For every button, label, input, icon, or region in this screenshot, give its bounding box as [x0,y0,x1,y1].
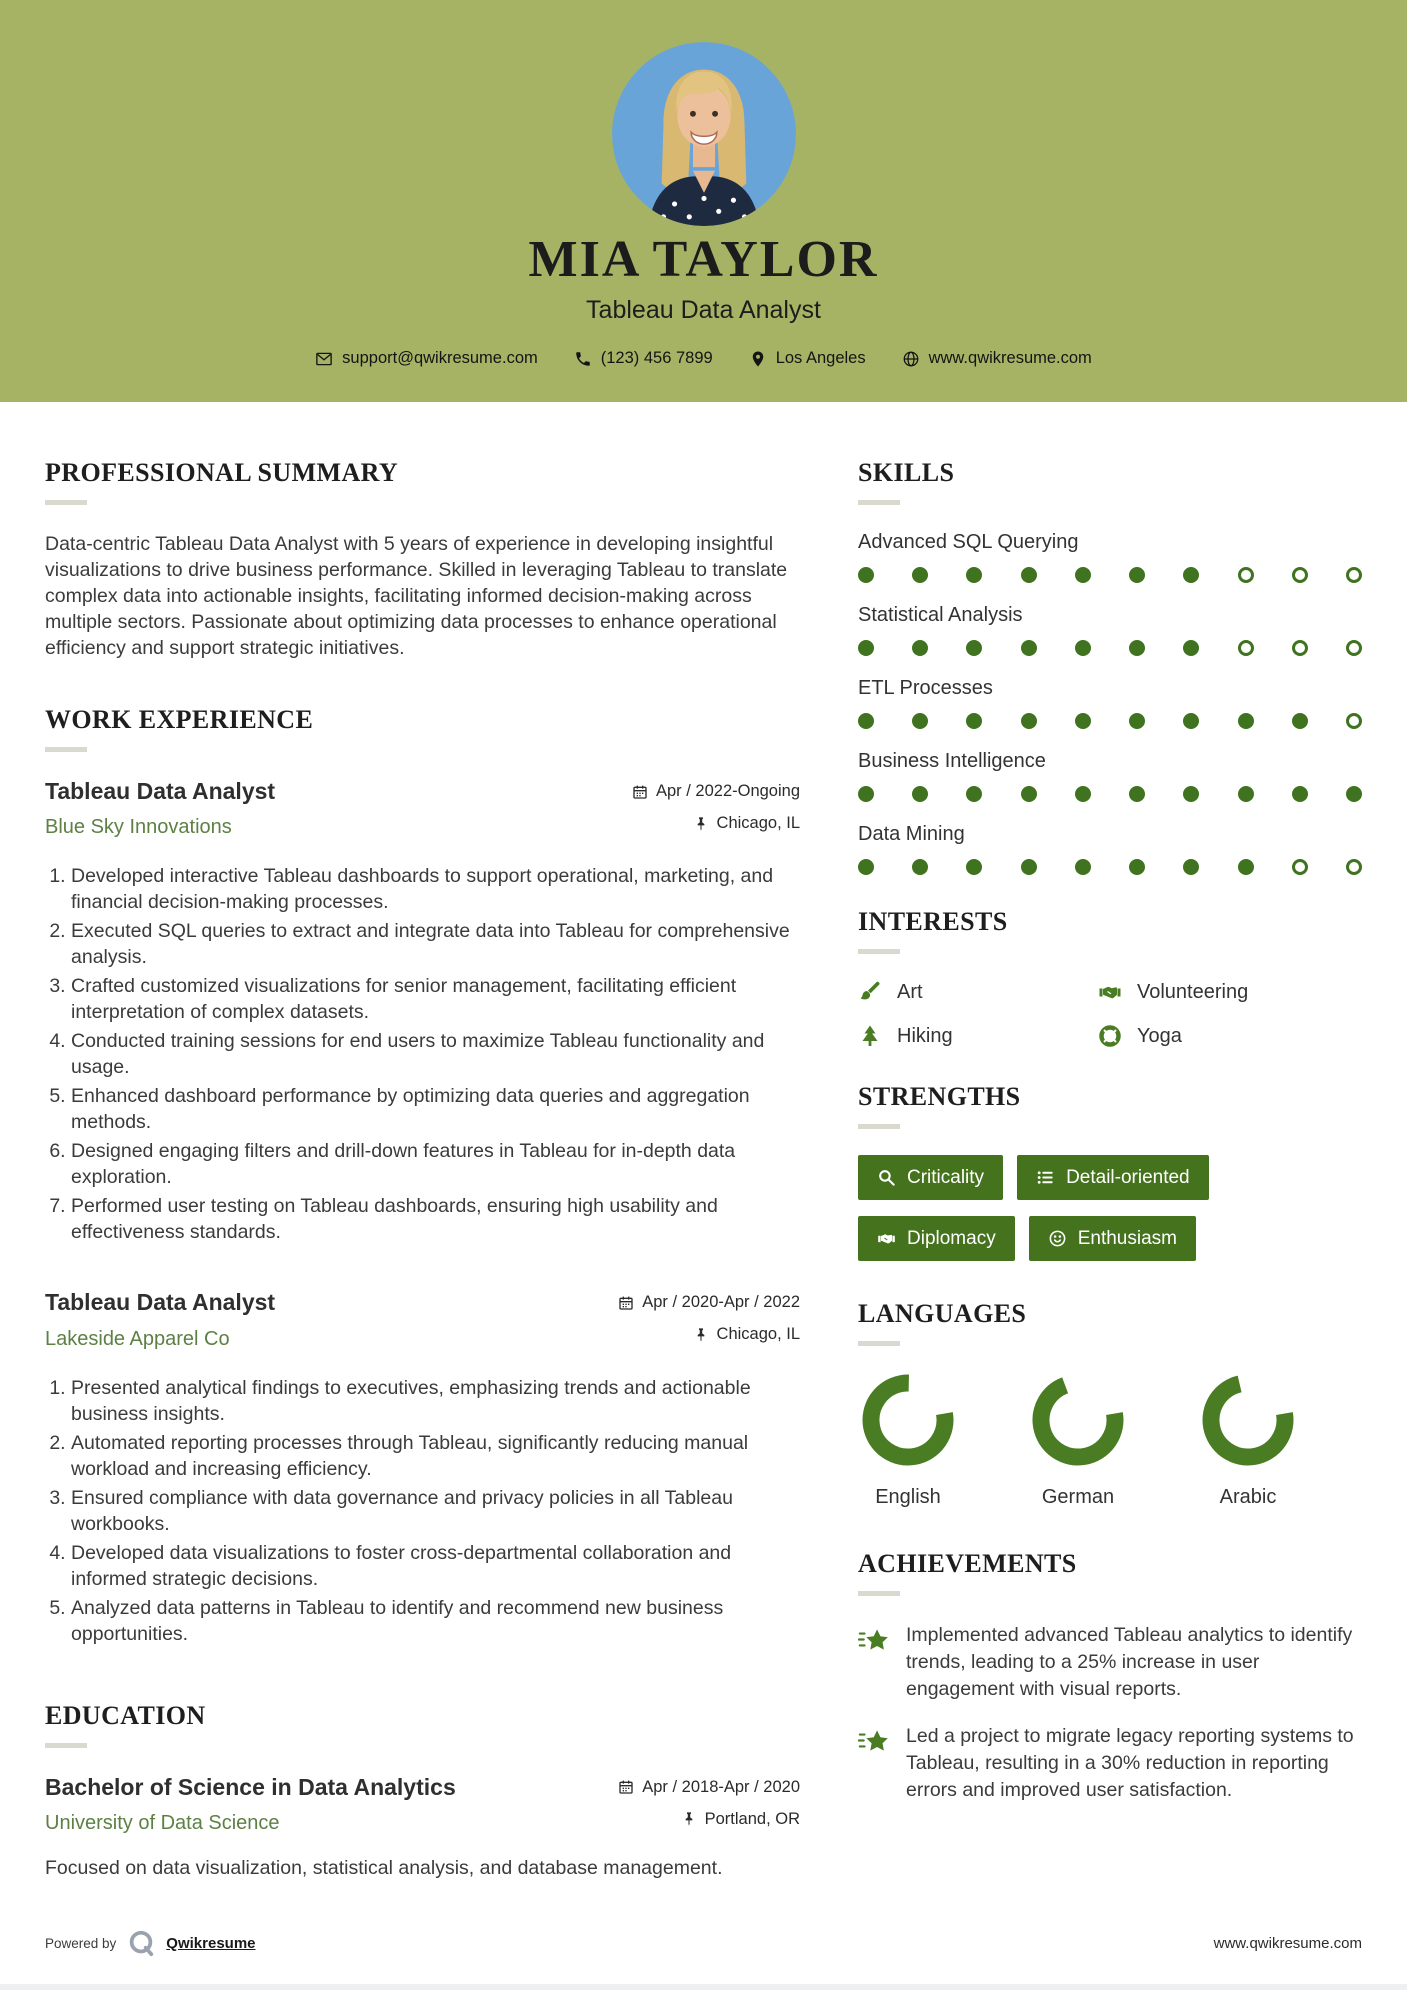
skill-dot [1238,859,1254,875]
skill-name: Data Mining [858,823,965,845]
skill-row [858,604,1362,656]
heading-underline [858,949,900,954]
powered-by-label: Powered by [45,1935,117,1951]
job-title: Tableau Data Analyst [45,778,276,804]
qwikresume-logo [126,1928,156,1958]
contact-email[interactable] [315,349,538,368]
contact-location[interactable] [749,349,866,368]
lifebuoy-icon [1098,1024,1122,1048]
language-item [858,1372,958,1509]
skill-dot [1129,859,1145,875]
job-company: Blue Sky Innovations [45,816,232,839]
smiley-icon [1048,1229,1067,1248]
skill-dot [966,640,982,656]
heading-underline [45,747,87,752]
skill-dot [1238,713,1254,729]
interest-label: Hiking [897,1024,953,1047]
skill-dot [1075,713,1091,729]
education-entry [45,1774,800,1881]
job-bullet: 1. Developed interactive Tableau dashboards to support operational, marketing, and financial decision-making processes. [71,863,800,915]
interest-item [858,980,1098,1004]
degree-title: Bachelor of Science in Data Analytics [45,1773,456,1800]
calendar-icon [632,784,648,800]
achievement-text: Led a project to migrate legacy reporting systems to Tableau, resulting in a 30% reduction in reporting errors and improved user satisfaction. [906,1725,1354,1801]
skill-dot [1292,713,1308,729]
job-bullet: 5. Analyzed data patterns in Tableau to identify and recommend new business opportunities. [71,1595,800,1647]
skill-dot [1238,567,1254,583]
skill-dot [966,713,982,729]
strength-badge-criticality [858,1155,1003,1200]
job-bullet: 4. Developed data visualizations to foster cross-departmental collaboration and informed strategic decisions. [71,1540,800,1592]
job-company: Lakeside Apparel Co [45,1327,230,1350]
job-dates [632,782,800,801]
skill-dot [1292,640,1308,656]
skill-dot [1021,786,1037,802]
skill-dot [966,786,982,802]
profile-photo [612,42,796,226]
achievement-text: Implemented advanced Tableau analytics to identify trends, leading to a 25% increase in user engagement with visual reports. [906,1624,1353,1700]
education-dates-text: Apr / 2018-Apr / 2020 [642,1777,800,1796]
skill-dot [966,567,982,583]
heading-underline [858,1124,900,1129]
avatar [612,42,796,226]
contact-location-text: Los Angeles [775,349,866,367]
job-bullet: 7. Performed user testing on Tableau dashboards, ensuring high usability and effectiveness standards. [71,1193,800,1245]
languages-heading: LANGUAGES [858,1299,1027,1328]
strength-label: Diplomacy [907,1228,996,1249]
education-description: Focused on data visualization, statistical analysis, and database management. [45,1857,723,1880]
pushpin-icon [693,1327,709,1343]
summary-text: Data-centric Tableau Data Analyst with 5 years of experience in developing insightful visualizations to drive business performance. Skilled in leveraging Tableau to translate complex data into actionable insights, facilitating informed decision-making across multiple sectors. Passionate about optimizing data processes to enhance operational efficiency and support strategic initiatives. [45,533,788,659]
star-icon [858,1725,889,1756]
skill-dot [1021,713,1037,729]
contact-email-text: support@qwikresume.com [342,349,538,367]
footer [0,1928,1407,1984]
job-bullet: 2. Automated reporting processes through Tableau, significantly reducing manual workload and increasing efficiency. [71,1430,800,1482]
contact-website-text: www.qwikresume.com [928,349,1092,367]
skill-dot [1346,640,1362,656]
job-location-text: Chicago, IL [716,814,800,832]
job-bullets [45,863,800,1245]
job-title: Tableau Data Analyst [45,1289,276,1316]
list-icon [1036,1168,1055,1187]
education-location [681,1810,800,1829]
search-icon [877,1168,896,1187]
handshake-icon [1098,980,1122,1004]
skill-dot [1183,786,1199,802]
skill-row [858,677,1362,729]
skill-dot [912,786,928,802]
skill-dot [1129,567,1145,583]
strengths-list [858,1155,1362,1261]
skill-name: ETL Processes [858,677,993,699]
location-icon [749,350,767,368]
heading-underline [45,1743,87,1748]
strength-label: Criticality [907,1167,985,1188]
skill-dot [858,859,874,875]
skill-dot [1075,640,1091,656]
achievement-item [858,1622,1362,1703]
contact-phone[interactable] [574,349,713,368]
skill-rating [858,859,1362,875]
job-entry [45,778,800,1245]
skill-name: Statistical Analysis [858,604,1023,626]
languages-list [858,1372,1362,1509]
qwikresume-brand-link[interactable]: Qwikresume [166,1934,256,1952]
strength-label: Detail-oriented [1066,1167,1190,1188]
footer-site-link[interactable]: www.qwikresume.com [1213,1934,1362,1952]
heading-underline [858,1591,900,1596]
experience-heading: WORK EXPERIENCE [45,705,314,734]
education-location-text: Portland, OR [704,1809,800,1828]
phone-icon [574,350,592,368]
education-heading: EDUCATION [45,1700,206,1730]
calendar-icon [618,1295,634,1311]
interest-label: Art [897,980,923,1003]
skill-dot [912,859,928,875]
skill-dot [1021,567,1037,583]
interests-grid [858,980,1362,1048]
email-icon [315,350,333,368]
job-bullet: 4. Conducted training sessions for end users to maximize Tableau functionality and usage. [71,1028,800,1080]
heading-underline [45,500,87,505]
right-column [858,460,1362,1928]
school-name: University of Data Science [45,1812,280,1835]
skill-dot [1129,713,1145,729]
star-icon [858,1624,889,1655]
skill-dot [1292,786,1308,802]
skill-dot [1346,859,1362,875]
language-progress-ring [860,1372,956,1468]
job-location [693,814,800,833]
skill-dot [912,640,928,656]
skill-rating [858,786,1362,802]
skill-dot [1129,786,1145,802]
language-progress-ring [1200,1372,1296,1468]
candidate-title: Tableau Data Analyst [586,296,821,324]
skill-row [858,531,1362,583]
heading-underline [858,500,900,505]
strength-badge-enthusiasm [1029,1216,1196,1261]
job-location-text: Chicago, IL [716,1325,800,1344]
job-bullet: 5. Enhanced dashboard performance by optimizing data queries and aggregation methods. [71,1083,800,1135]
education-dates [618,1778,800,1797]
interests-heading: INTERESTS [858,907,1008,936]
skill-row [858,750,1362,802]
skill-dot [858,786,874,802]
skill-name: Business Intelligence [858,750,1046,772]
skill-dot [1021,859,1037,875]
job-dates [618,1293,800,1312]
skill-dot [1129,640,1145,656]
summary-heading: PROFESSIONAL SUMMARY [45,458,399,487]
contact-website[interactable] [902,349,1092,368]
job-bullet: 3. Ensured compliance with data governance and privacy policies in all Tableau workbooks. [71,1485,800,1537]
contact-row [0,349,1407,368]
skill-dot [1346,786,1362,802]
skill-dot [1292,567,1308,583]
candidate-name: MIA TAYLOR [528,231,879,288]
job-dates-text: Apr / 2022-Ongoing [655,782,800,800]
heading-underline [858,1341,900,1346]
skill-name: Advanced SQL Querying [858,531,1079,553]
interest-item [858,1024,1098,1048]
skill-dot [912,713,928,729]
skill-dot [858,713,874,729]
job-bullets [45,1375,800,1647]
skill-dot [1183,567,1199,583]
skill-rating [858,713,1362,729]
interest-item [1098,980,1362,1004]
pine-tree-icon [858,1024,882,1048]
job-bullet: 3. Crafted customized visualizations for senior management, facilitating efficient interpretation of complex datasets. [71,973,800,1025]
job-dates-text: Apr / 2020-Apr / 2022 [642,1293,800,1312]
skill-dot [1183,640,1199,656]
strength-badge-diplomacy [858,1216,1015,1261]
interest-label: Volunteering [1137,980,1249,1003]
globe-icon [902,350,920,368]
job-bullet: 1. Presented analytical findings to executives, emphasizing trends and actionable business insights. [71,1375,800,1427]
skill-dot [1075,786,1091,802]
skill-dot [1346,567,1362,583]
skill-dot [1238,786,1254,802]
strengths-heading: STRENGTHS [858,1082,1021,1111]
contact-phone-text: (123) 456 7899 [600,349,713,367]
skills-heading: SKILLS [858,458,955,487]
paintbrush-icon [858,980,882,1004]
pushpin-icon [693,816,709,832]
handshake-icon [877,1229,896,1248]
skill-dot [858,640,874,656]
language-label: Arabic [1219,1486,1277,1508]
job-bullet: 2. Executed SQL queries to extract and integrate data into Tableau for comprehensive analysis. [71,918,800,970]
skill-rating [858,640,1362,656]
job-bullet: 6. Designed engaging filters and drill-down features in Tableau for in-depth data exploration. [71,1138,800,1190]
language-item [1028,1372,1128,1509]
interest-item [1098,1024,1362,1048]
skill-dot [1238,640,1254,656]
skill-dot [858,567,874,583]
skill-dot [1292,859,1308,875]
achievement-item [858,1723,1362,1804]
language-label: German [1041,1486,1115,1508]
skill-rating [858,567,1362,583]
skill-dot [1021,640,1037,656]
language-label: English [875,1486,941,1508]
header [0,0,1407,402]
language-item [1198,1372,1298,1509]
skill-dot [966,859,982,875]
left-column [45,460,800,1928]
skill-dot [1183,713,1199,729]
interest-label: Yoga [1137,1024,1182,1047]
language-progress-ring [1030,1372,1126,1468]
skill-dot [1075,859,1091,875]
content [0,402,1407,1928]
strength-badge-detail-oriented [1017,1155,1209,1200]
achievements-heading: ACHIEVEMENTS [858,1549,1077,1578]
skill-dot [1183,859,1199,875]
strength-label: Enthusiasm [1077,1228,1177,1249]
skill-row [858,823,1362,875]
skill-dot [912,567,928,583]
job-entry [45,1289,800,1646]
pushpin-icon [681,1811,697,1827]
skill-dot [1075,567,1091,583]
calendar-icon [618,1779,634,1795]
job-location [693,1325,800,1344]
skill-dot [1346,713,1362,729]
